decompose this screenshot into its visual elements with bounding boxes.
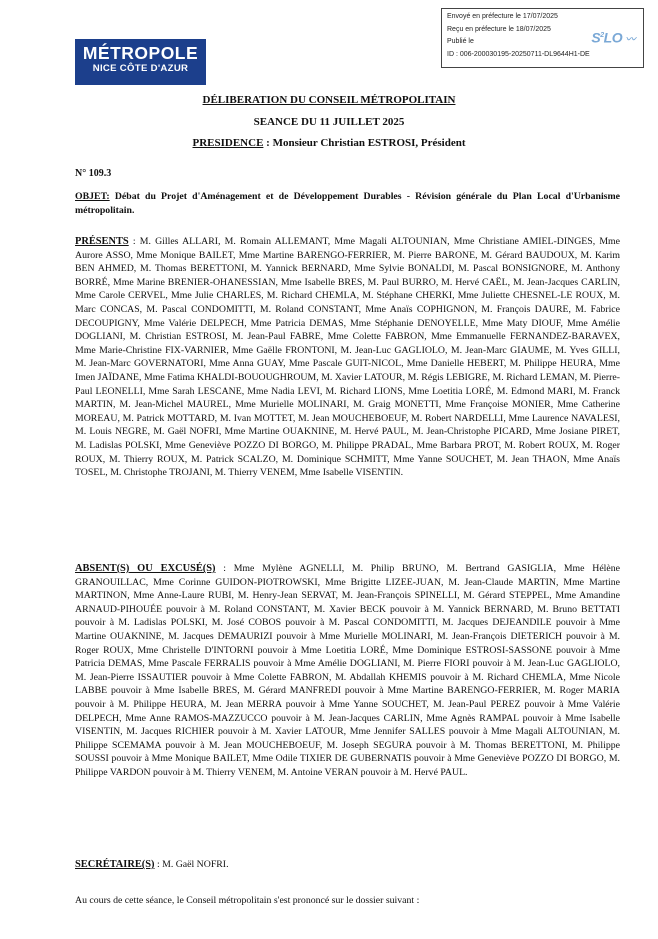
presidence-label: PRESIDENCE — [192, 137, 264, 149]
presidence-value: : Monsieur Christian ESTROSI, Président — [263, 137, 466, 149]
deliberation-number: N° 109.3 — [75, 168, 112, 179]
stamp-id: ID : 006-200030195-20250711-DL9644H1-DE — [447, 50, 590, 58]
objet-paragraph — [75, 190, 620, 217]
logo-line2: NICE CÔTE D'AZUR — [92, 63, 189, 74]
absents-paragraph — [75, 562, 620, 780]
metropole-logo — [75, 39, 206, 85]
stamp-sent-date: Envoyé en préfecture le 17/07/2025 — [447, 13, 558, 20]
s2lo-logo: $S^2LO$ 〰 — [591, 29, 635, 46]
objet-label: OBJET: — [75, 191, 110, 202]
objet-text: Débat du Projet d'Aménagement et de Développement Durables - Révision générale du Plan Local d'Urbanisme métropolitain. — [75, 191, 620, 216]
secretaire-text: : M. Gaël NOFRI. — [154, 859, 229, 870]
logo-line1: MÉTROPOLE — [82, 43, 199, 63]
secretaire-label: SECRÉTAIRE(S) — [75, 859, 155, 870]
presents-label: PRÉSENTS — [75, 236, 129, 247]
secretaire-paragraph — [75, 858, 620, 872]
absents-label: ABSENT(S) OU EXCUSÉ(S) — [75, 563, 216, 574]
seance-date: SEANCE DU 11 JUILLET 2025 — [253, 116, 405, 128]
absents-text: : Mme Mylène AGNELLI, M. Philip BRUNO, M. Bertrand GASIGLIA, Mme Hélène GRANOUILLAC, Mme Corinne GUIDON-PIOTROWSKI, Mme Brigitte LIZEE-JUAN, M. Jean-Claude MARTIN, Mme Martine MARTINON, Mme Anne-Laure RUBI, M. Henry-Jean SERVAT, M. Jean-François SPINELLI, M. Gérard STEPPEL, Mme Amandine ARNAUD-PIHOUÉE pouvoir à M. Roland CONSTANT, M. Xavier BECK pouvoir à M. Yannick BERNARD, M. Bruno BETTATI pouvoir à M. Ladislas POLSKI, M. José COBOS pouvoir à M. Pascal CONDOMITTI, M. Jacques DEJEANDILE pouvoir à Mme Martine OUAKNINE, M. Jacques DEMAURIZI pouvoir à Mme Murielle MOLINARI, M. Jean-François DIETERICH pouvoir à M. Roger ROUX, Mme Christelle D'INTORNI pouvoir à Mme Loetitia LORÉ, Mme Dominique ESTROSI-SASSONE pouvoir à Mme Patricia DEMAS, Mme Pascale FERRALIS pouvoir à Mme Amélie DOGLIANI, M. Pierre FIORI pouvoir à M. Jean-Luc GAGLIOLO, M. Jean-Pierre ISSAUTIER pouvoir à Mme Colette FABRON, M. Abdallah KHEMIS pouvoir à M. Richard CHEMLA, Mme Nicole LABBE pouvoir à Mme Isabelle BRES, M. Gérard MANFREDI pouvoir à Mme Martine BARENGO-FERRIER, M. Roger MARIA pouvoir à M. Philippe HEURA, M. Jean MERRA pouvoir à Mme Yanne SOUCHET, M. Jean-Paul PEREZ pouvoir à Mme Valérie DELPECH, Mme Anne RAMOS-MAZZUCCO pouvoir à M. Jean-Jacques CARLIN, Mme Agnès RAMPAL pouvoir à Mme Isabelle VISENTIN, M. Jacques RICHIER pouvoir à M. Xavier LATOUR, Mme Jennifer SALLES pouvoir à Mme Magali ALTOUNIAN, M. Philippe SCEMAMA pouvoir à M. Jean MOUCHEBOEUF, M. Joseph SEGURA pouvoir à M. Thomas BERETTONI, M. Philippe SOUSSI pouvoir à Mme Monique BAILET, Mme Odile TIXIER DE GUBERNATIS pouvoir à Mme Geneviève POZZO DI BORGO, M. Philippe VARDON pouvoir à M. Thierry VENEM, M. Antoine VERAN pouvoir à M. Hervé PAUL. — [75, 563, 620, 778]
stamp-published: Publié le — [447, 38, 474, 46]
presents-text: : M. Gilles ALLARI, M. Romain ALLEMANT, Mme Magali ALTOUNIAN, Mme Christiane AMIEL-DINGES, Mme Aurore ASSO, Mme Monique BAILET, Mme Martine BARENGO-FERRIER, M. Pierre BARONE, M. Gérard BAUDOUX, M. Karim BEN AHMED, M. Thomas BERETTONI, M. Yannick BERNARD, Mme Sylvie BONALDI, M. Pascal BONSIGNORE, M. Anthony BORRÉ, Mme Marine BRENIER-OHANESSIAN, Mme Isabelle BRES, M. Paul BURRO, M. Hervé CAËL, M. Jean-Jacques CARLIN, Mme Carole CERVEL, Mme Julie CHARLES, M. Richard CHEMLA, M. Stéphane CHERKI, Mme Juliette CHESNEL-LE ROUX, M. Marc CONCAS, M. Pascal CONDOMITTI, M. Roland CONSTANT, Mme Anaïs COPHIGNON, M. François DAURE, M. Fabrice DECOUPIGNY, Mme Valérie DELPECH, Mme Patricia DEMAS, Mme Stéphanie DENOYELLE, Mme Maty DIOUF, Mme Amélie DOGLIANI, M. Christian ESTROSI, M. Jean-Paul FABRE, Mme Colette FABRON, Mme Emmanuelle FERNANDEZ-BARAVEX, Mme Marie-Christine FIX-VARNIER, Mme Gaëlle FRONTONI, M. Jean-Luc GAGLIOLO, M. Jean-Marc GIAUME, M. Yves GILLI, M. Jean-Marc GOVERNATORI, Mme Anna GUAY, Mme Pascale GUIT-NICOL, Mme Danielle HEBERT, M. Philippe HEURA, Mme Imen JAÏDANE, Mme Fatima KHALDI-BOUOUGHROUM, M. Xavier LATOUR, M. Régis LEBIGRE, M. Richard LEMAN, M. Pierre-Paul LEONELLI, Mme Sarah LESCANE, Mme Nadia LEVI, M. Richard LIONS, Mme Loetitia LORÉ, M. Edmond MARI, M. Franck MARTIN, M. Jean-Michel MAUREL, Mme Murielle MOLINARI, M. Graig MONETTI, Mme Françoise MONIER, Mme Catherine MOREAU, M. Patrick MOTTARD, M. Ivan MOTTET, M. Jean MOUCHEBOEUF, M. Robert NARDELLI, Mme Laurence NAVALESI, M. Louis NEGRE, M. Gaël NOFRI, Mme Martine OUAKNINE, M. Hervé PAUL, M. Jean-Christophe PICARD, Mme Josiane PIRET, M. Ladislas POLSKI, Mme Geneviève POZZO DI BORGO, M. Philippe PRADAL, Mme Barbara PROT, M. Robert ROUX, M. Roger ROUX, M. Thierry ROUX, M. Patrick SCALZO, M. Dominique SCHMITT, Mme Yanne SOUCHET, M. Jean THAON, Mme Anaïs TOSEL, M. Christophe TROJANI, M. Thierry VENEM, Mme Isabelle VISENTIN. — [75, 236, 620, 479]
stamp-received-date: Reçu en préfecture le 18/07/2025 — [447, 25, 551, 33]
footer-text: Au cours de cette séance, le Conseil métropolitain s'est prononcé sur le dossier suivant : — [75, 895, 420, 906]
presidence-line — [0, 137, 658, 149]
document-title: DÉLIBERATION DU CONSEIL MÉTROPOLITAIN — [202, 94, 456, 106]
prefecture-stamp — [441, 8, 644, 68]
presents-paragraph — [75, 235, 620, 480]
